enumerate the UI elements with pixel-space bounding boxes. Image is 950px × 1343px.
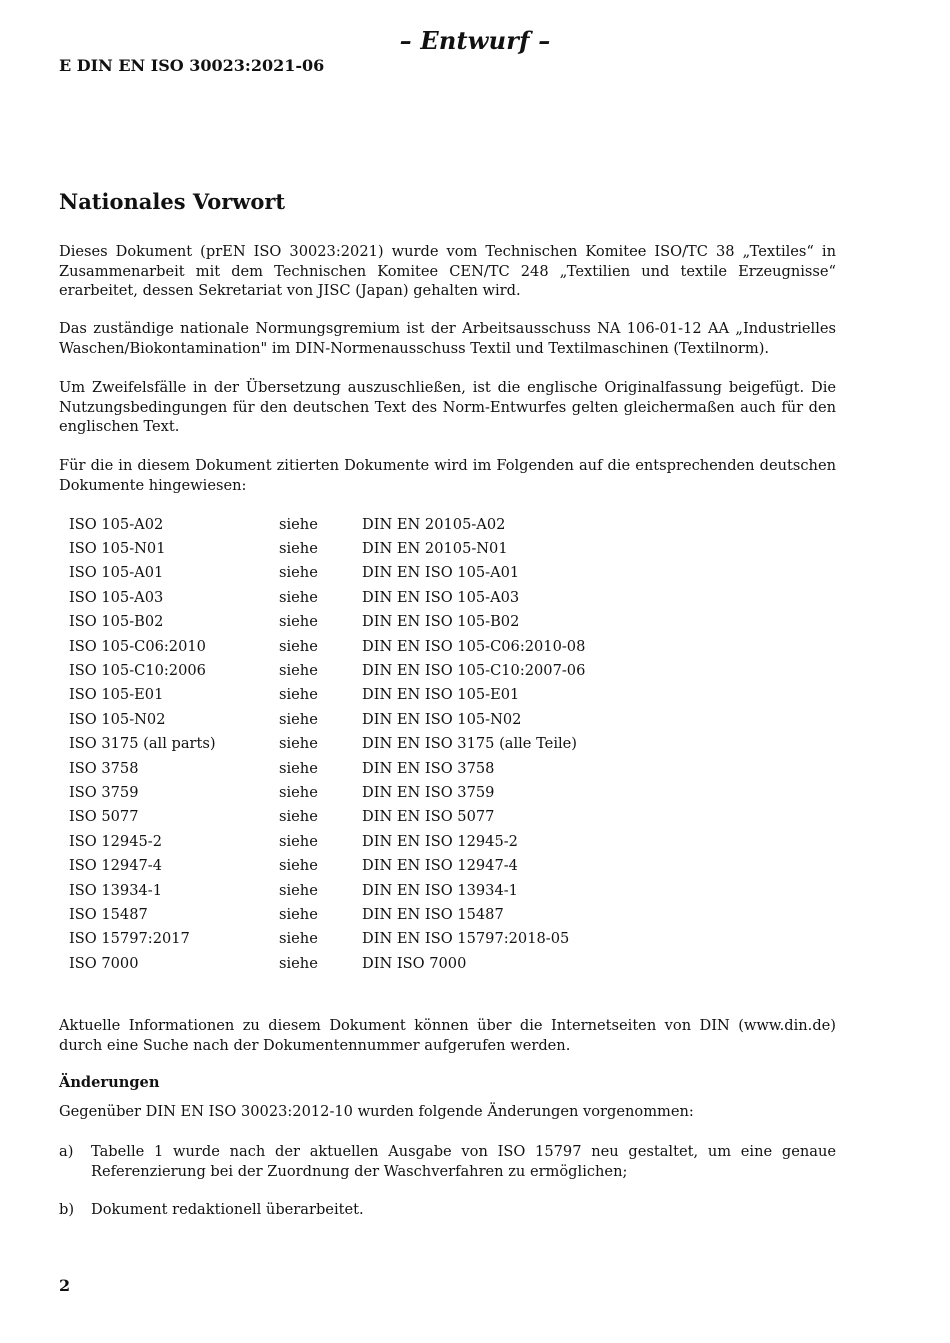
iso-reference: ISO 3758	[69, 759, 139, 777]
reference-table	[69, 512, 669, 975]
page-number: 2	[59, 1276, 71, 1295]
iso-reference: ISO 15487	[69, 905, 148, 923]
see-label: siehe	[279, 735, 318, 753]
document-id: E DIN EN ISO 30023:2021-06	[59, 56, 325, 75]
din-reference: DIN EN ISO 105-C10:2007-06	[362, 662, 586, 680]
list-marker: b)	[59, 1201, 75, 1218]
see-label: siehe	[279, 710, 318, 728]
changes-intro: Gegenüber DIN EN ISO 30023:2012-10 wurden folgende Änderungen vorgenommen:	[59, 1103, 694, 1120]
see-label: siehe	[279, 515, 318, 533]
table-row	[69, 658, 669, 682]
see-label: siehe	[279, 759, 318, 777]
list-item-text: Dokument redaktionell überarbeitet.	[91, 1201, 364, 1218]
iso-reference: ISO 105-C06:2010	[69, 637, 206, 655]
din-reference: DIN EN 20105-A02	[362, 515, 506, 533]
see-label: siehe	[279, 588, 318, 606]
iso-reference: ISO 5077	[69, 808, 139, 826]
iso-reference: ISO 12947-4	[69, 857, 163, 875]
table-row	[69, 878, 669, 902]
paragraph-national-body: Das zuständige nationale Normungsgremium ist der Arbeitsausschuss NA 106-01-12 AA „Industrielles Waschen/Biokontamination" im DIN-Normenausschuss Textil und Textilmaschinen (Textilnorm).	[59, 320, 836, 357]
see-label: siehe	[279, 540, 318, 558]
din-reference: DIN EN ISO 105-E01	[362, 686, 520, 704]
table-row	[69, 927, 669, 951]
table-row	[69, 756, 669, 780]
din-reference: DIN EN ISO 105-A03	[362, 588, 520, 606]
iso-reference: ISO 105-E01	[69, 686, 164, 704]
see-label: siehe	[279, 564, 318, 582]
see-label: siehe	[279, 857, 318, 875]
din-reference: DIN EN ISO 105-N02	[362, 710, 522, 728]
din-reference: DIN EN ISO 105-B02	[362, 613, 520, 631]
list-marker: a)	[59, 1143, 74, 1160]
table-row	[69, 585, 669, 609]
iso-reference: ISO 105-A01	[69, 564, 164, 582]
iso-reference: ISO 105-C10:2006	[69, 662, 206, 680]
changes-heading: Änderungen	[59, 1074, 160, 1091]
din-reference: DIN EN ISO 3758	[362, 759, 495, 777]
paragraph-references-intro: Für die in diesem Dokument zitierten Dokumente wird im Folgenden auf die entsprechenden deutschen Dokumente hingewiesen:	[59, 457, 836, 494]
see-label: siehe	[279, 954, 318, 972]
see-label: siehe	[279, 637, 318, 655]
paragraph-translation: Um Zweifelsfälle in der Übersetzung auszuschließen, ist die englische Originalfassung beigefügt. Die Nutzungsbedingungen für den deutschen Text des Norm-Entwurfes gelten gleichermaßen auch für den englischen Text.	[59, 379, 836, 435]
table-row	[69, 634, 669, 658]
table-row	[69, 829, 669, 853]
din-reference: DIN EN ISO 12947-4	[362, 857, 518, 875]
see-label: siehe	[279, 613, 318, 631]
table-row	[69, 683, 669, 707]
table-row	[69, 732, 669, 756]
table-row	[69, 536, 669, 560]
din-reference: DIN EN ISO 105-C06:2010-08	[362, 637, 586, 655]
table-row	[69, 902, 669, 926]
iso-reference: ISO 13934-1	[69, 881, 163, 899]
table-row	[69, 561, 669, 585]
iso-reference: ISO 7000	[69, 954, 139, 972]
table-row	[69, 780, 669, 804]
din-reference: DIN EN ISO 15487	[362, 905, 504, 923]
din-reference: DIN EN ISO 3175 (alle Teile)	[362, 735, 577, 753]
din-reference: DIN ISO 7000	[362, 954, 467, 972]
iso-reference: ISO 12945-2	[69, 832, 163, 850]
see-label: siehe	[279, 662, 318, 680]
section-title: Nationales Vorwort	[59, 189, 286, 214]
see-label: siehe	[279, 905, 318, 923]
din-reference: DIN EN ISO 5077	[362, 808, 495, 826]
din-reference: DIN EN ISO 13934-1	[362, 881, 518, 899]
din-reference: DIN EN ISO 105-A01	[362, 564, 520, 582]
paragraph-committee: Dieses Dokument (prEN ISO 30023:2021) wurde vom Technischen Komitee ISO/TC 38 „Textiles“ in Zusammenarbeit mit dem Technischen Komitee CEN/TC 248 „Textilien und textile Erzeugnisse“ erarbeitet, dessen Sekretariat von JISC (Japan) gehalten wird.	[59, 243, 836, 299]
iso-reference: ISO 105-N02	[69, 710, 166, 728]
din-reference: DIN EN ISO 15797:2018-05	[362, 930, 570, 948]
iso-reference: ISO 3759	[69, 783, 139, 801]
see-label: siehe	[279, 832, 318, 850]
table-row	[69, 951, 669, 975]
iso-reference: ISO 3175 (all parts)	[69, 735, 216, 753]
list-item-text: Tabelle 1 wurde nach der aktuellen Ausgabe von ISO 15797 neu gestaltet, um eine genaue Referenzierung bei der Zuordnung der Waschverfahren zu ermöglichen;	[91, 1143, 836, 1180]
table-row	[69, 512, 669, 536]
see-label: siehe	[279, 881, 318, 899]
see-label: siehe	[279, 808, 318, 826]
din-reference: DIN EN ISO 12945-2	[362, 832, 518, 850]
table-row	[69, 707, 669, 731]
iso-reference: ISO 105-A03	[69, 588, 164, 606]
see-label: siehe	[279, 783, 318, 801]
din-reference: DIN EN ISO 3759	[362, 783, 495, 801]
paragraph-info: Aktuelle Informationen zu diesem Dokument können über die Internetseiten von DIN (www.din.de) durch eine Suche nach der Dokumentennummer aufgerufen werden.	[59, 1017, 836, 1054]
table-row	[69, 610, 669, 634]
iso-reference: ISO 105-A02	[69, 515, 164, 533]
table-row	[69, 805, 669, 829]
draft-label: – Entwurf –	[399, 26, 551, 55]
din-reference: DIN EN 20105-N01	[362, 540, 508, 558]
see-label: siehe	[279, 930, 318, 948]
iso-reference: ISO 105-N01	[69, 540, 166, 558]
see-label: siehe	[279, 686, 318, 704]
iso-reference: ISO 105-B02	[69, 613, 164, 631]
iso-reference: ISO 15797:2017	[69, 930, 190, 948]
table-row	[69, 853, 669, 877]
